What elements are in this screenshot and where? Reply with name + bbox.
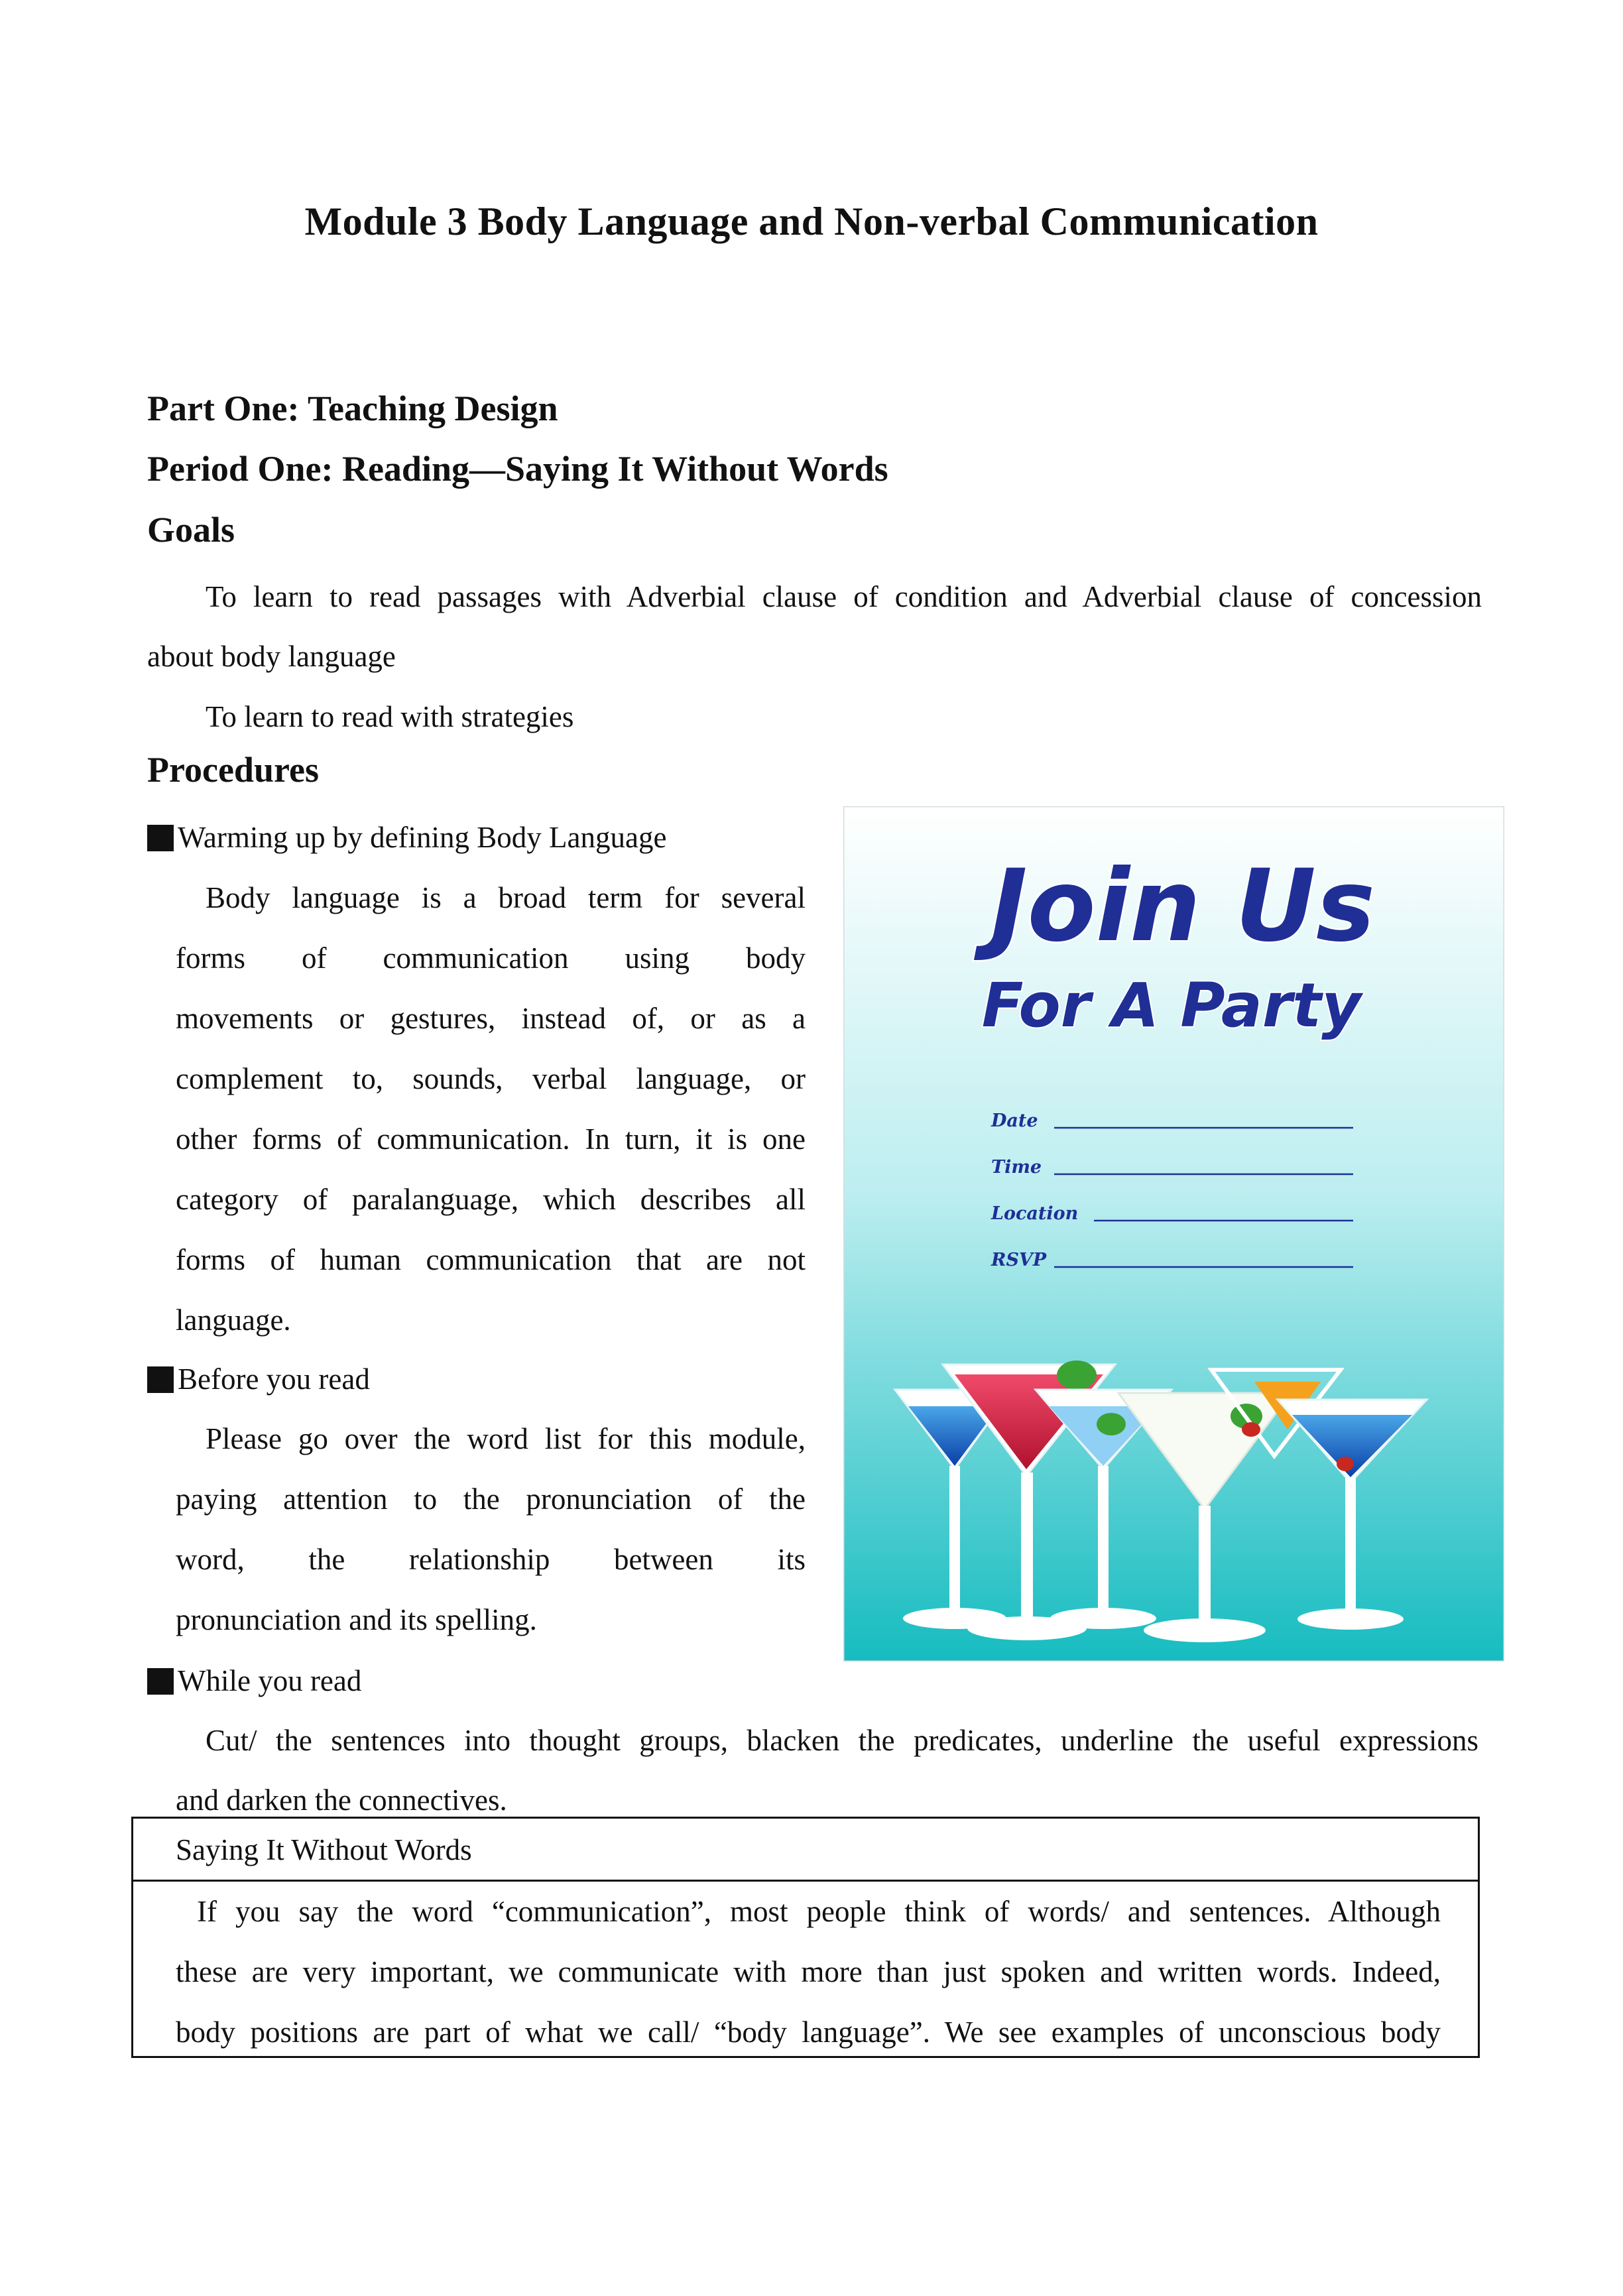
square-bullet-icon (147, 825, 174, 851)
while-line-2: and darken the connectives. (176, 1783, 507, 1817)
party-invitation-image (843, 806, 1504, 1662)
before-you-read-paragraph (176, 1409, 806, 1650)
part-one-heading: Part One: Teaching Design (147, 389, 558, 428)
procedures-heading: Procedures (147, 750, 319, 790)
before-line: paying attention to the pronunciation of the (176, 1482, 806, 1516)
table-header-row (133, 1819, 1478, 1882)
flyer-field-date: Date (991, 1111, 1038, 1131)
flyer-field-location: Location (991, 1203, 1079, 1224)
warming-line: other forms of communication. In turn, it is one (176, 1122, 806, 1156)
while-you-read-label: While you read (147, 1651, 361, 1711)
warming-up-paragraph (176, 868, 806, 1351)
before-line: Please go over the word list for this module, (206, 1422, 806, 1455)
goals-line-3: To learn to read with strategies (206, 700, 574, 733)
warming-up-label: Warming up by defining Body Language (147, 808, 666, 867)
passage-line: body positions are part of what we call/ “body language”. We see examples of unconscious body (176, 2016, 1441, 2049)
goals-line-1: To learn to read passages with Adverbial clause of condition and Adverbial clause of concession (206, 580, 1482, 613)
flyer-headline-1: Join Us (990, 849, 1376, 964)
reading-passage-table (131, 1817, 1480, 2058)
table-header-text: Saying It Without Words (176, 1833, 472, 1866)
table-body-row (176, 1882, 1441, 2063)
goals-line-2: about body language (147, 640, 396, 673)
passage-line: If you say the word “communication”, most people think of words/ and sentences. Although (197, 1895, 1441, 1928)
square-bullet-icon (147, 1366, 174, 1393)
warming-line: Body language is a broad term for several (206, 881, 806, 914)
passage-line: these are very important, we communicate with more than just spoken and written words. Indeed, (176, 1955, 1441, 1988)
square-bullet-icon (147, 1668, 174, 1695)
warming-line: complement to, sounds, verbal language, or (176, 1062, 806, 1095)
goals-heading: Goals (147, 510, 235, 550)
flyer-headline-2: For A Party (981, 970, 1362, 1041)
warming-line: language. (176, 1303, 291, 1337)
before-you-read-label: Before you read (147, 1349, 370, 1409)
flyer-field-time: Time (991, 1157, 1042, 1178)
warming-line: forms of human communication that are not (176, 1243, 806, 1276)
page-title: Module 3 Body Language and Non-verbal Communication (304, 200, 1319, 243)
warming-line: category of paralanguage, which describes all (176, 1183, 806, 1216)
warming-line: forms of communication using body (176, 941, 806, 975)
while-line-1: Cut/ the sentences into thought groups, blacken the predicates, underline the useful expressions (206, 1724, 1478, 1757)
before-line: word, the relationship between its (176, 1543, 806, 1576)
before-line: pronunciation and its spelling. (176, 1603, 537, 1636)
period-one-heading: Period One: Reading—Saying It Without Words (147, 449, 888, 489)
warming-line: movements or gestures, instead of, or as a (176, 1002, 806, 1035)
flyer-field-rsvp: RSVP (991, 1250, 1047, 1270)
